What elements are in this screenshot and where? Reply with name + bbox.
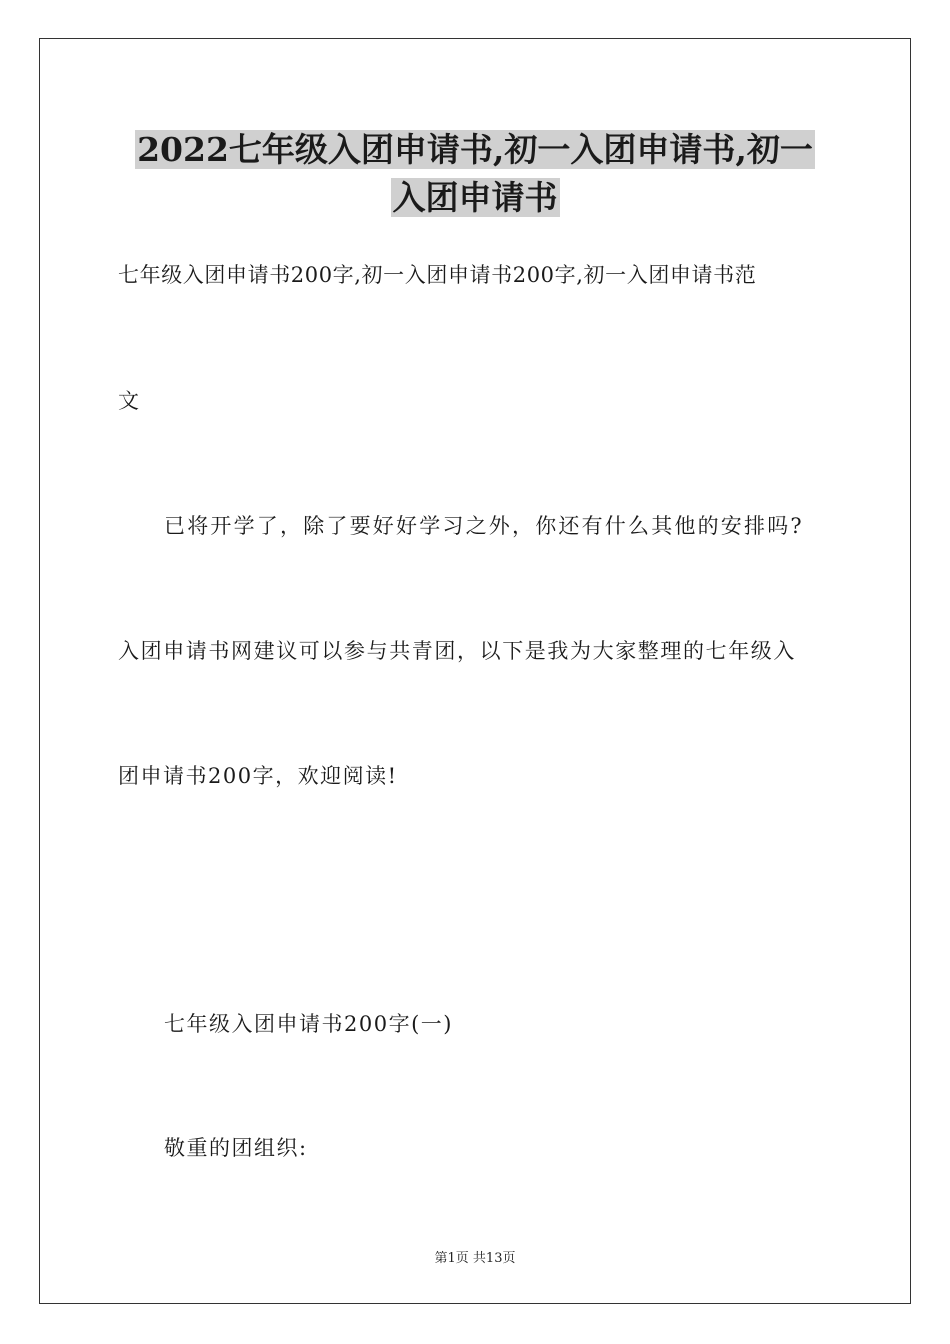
title-text-1: 2022七年级入团申请书,初一入团申请书,初一 (137, 130, 813, 169)
title-text-2: 入团申请书 (392, 178, 558, 217)
body-line-5: 团申请书200字，欢迎阅读! (118, 764, 398, 788)
body-line-2: 文 (118, 389, 141, 413)
body-line-4: 入团申请书网建议可以参与共青团，以下是我为大家整理的七年级入 (118, 639, 796, 663)
body-line-3: 已将开学了，除了要好好学习之外，你还有什么其他的安排吗? (164, 514, 804, 538)
page-footer: 第1页 共13页 (434, 1251, 516, 1266)
section-heading: 七年级入团申请书200字(一) (164, 1012, 453, 1036)
document-title-line-2 (60, 174, 890, 222)
document-title-line-1 (60, 126, 890, 174)
salutation: 敬重的团组织: (164, 1136, 308, 1160)
page-border (39, 38, 911, 1304)
body-line-1: 七年级入团申请书200字,初一入团申请书200字,初一入团申请书范 (118, 263, 757, 287)
